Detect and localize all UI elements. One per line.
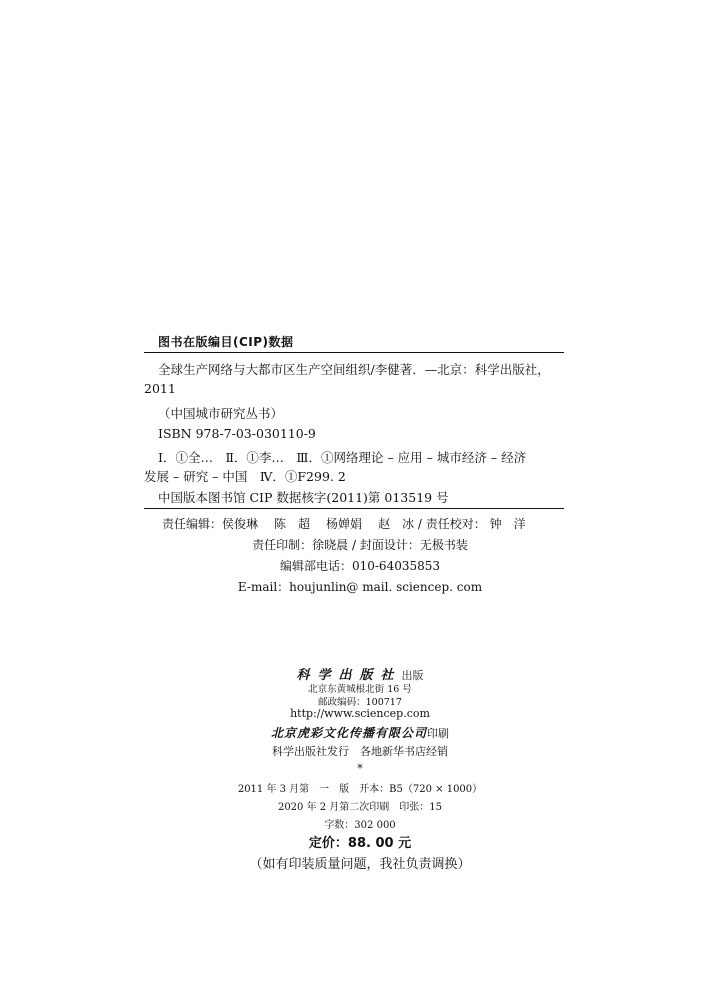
price: 定价：88. 00 元 (308, 836, 412, 851)
cip-subject-line-2: 发展 – 研究 – 中国 Ⅳ．①F299. 2 (144, 469, 346, 484)
cip-record-number: 中国版本图书馆 CIP 数据核字(2011)第 013519 号 (158, 490, 449, 505)
publisher-name: 科学出版社 (296, 668, 402, 683)
cip-heading: 图书在版编目(CIP)数据 (158, 335, 294, 349)
edition-line: 2011 年 3 月第 一 版 开本：B5（720 × 1000） (237, 784, 483, 795)
publisher-address: 北京东黄城根北街 16 号 (308, 684, 412, 695)
printing-line: 2020 年 2 月第二次印刷 印张：15 (277, 802, 443, 813)
cip-top-rule (144, 352, 564, 353)
editor-name: 侯俊琳 (222, 517, 259, 531)
publisher-url: http://www.sciencep.com (290, 707, 430, 720)
printer-suffix: 印刷 (427, 727, 449, 740)
cip-bottom-rule (144, 508, 564, 509)
word-count: 字数：302 000 (324, 820, 396, 831)
printer-name: 北京虎彩文化传播有限公司 (270, 726, 427, 740)
editor-name: 赵 冰 (378, 517, 415, 531)
cip-year-line: 2011 (144, 381, 176, 396)
editor-name: 陈 超 (274, 517, 311, 531)
editor-name: 杨婵娟 (326, 517, 363, 531)
cip-subject-line: Ⅰ．①全… Ⅱ．①李… Ⅲ．①网络理论 – 应用 – 城市经济 – 经济 (158, 450, 527, 465)
printer-line (0, 722, 720, 741)
proofreader-name: 钟 洋 (489, 517, 526, 531)
cip-series-line: （中国城市研究丛书） (158, 406, 284, 421)
editors-label: 责任编辑： (162, 517, 223, 531)
editors-line (162, 515, 526, 532)
quality-note: （如有印装质量问题，我社负责调换） (249, 857, 471, 872)
proofreader-label: / 责任校对： (417, 517, 486, 531)
distribution-line: 科学出版社发行 各地新华书店经销 (272, 745, 448, 758)
print-design-credits: 责任印制：徐晓晨 / 封面设计：无极书装 (252, 538, 468, 552)
separator-star: * (357, 762, 363, 775)
publisher-postcode: 邮政编码：100717 (318, 697, 402, 708)
editorial-phone: 编辑部电话：010-64035853 (279, 559, 441, 573)
editorial-email: E-mail：houjunlin@ mail. sciencep. com (237, 580, 483, 594)
cip-title-line: 全球生产网络与大都市区生产空间组织/李健著．—北京：科学出版社， (158, 362, 550, 377)
publisher-suffix: 出版 (401, 669, 424, 682)
cip-isbn-line: ISBN 978-7-03-030110-9 (158, 426, 316, 441)
